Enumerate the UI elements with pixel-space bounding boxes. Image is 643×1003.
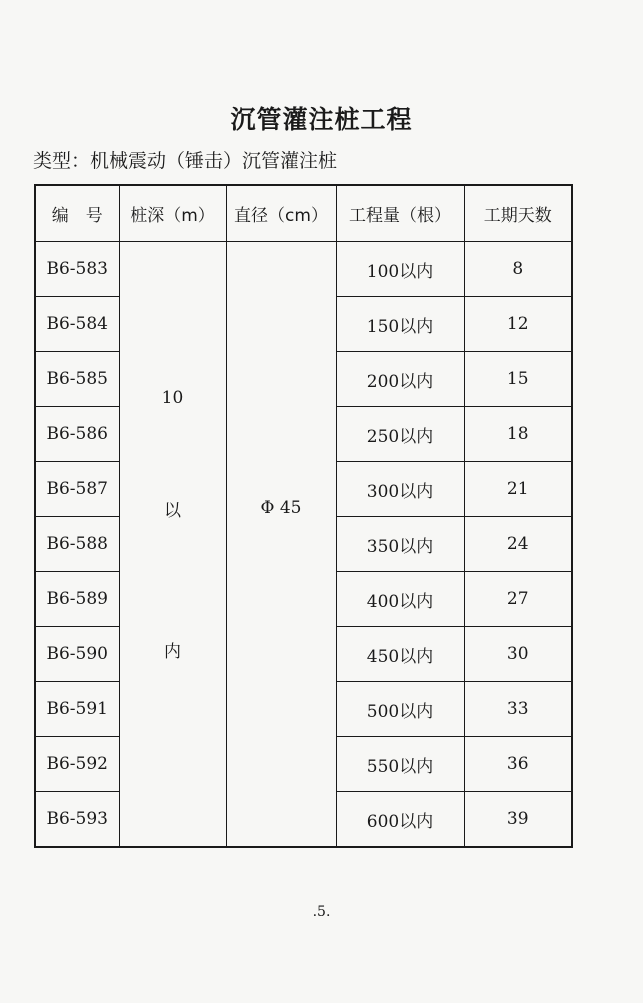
row-days: 30 xyxy=(464,627,572,682)
row-quantity: 100以内 xyxy=(336,242,464,297)
row-days: 12 xyxy=(464,297,572,352)
depth-word-2: 内 xyxy=(164,642,181,662)
row-code: B6-589 xyxy=(35,572,119,627)
row-code: B6-590 xyxy=(35,627,119,682)
type-line: 类型：机械震动（锤击）沉管灌注桩 xyxy=(33,150,338,172)
depth-value: 10 xyxy=(161,388,184,408)
row-code: B6-584 xyxy=(35,297,119,352)
row-days: 8 xyxy=(464,242,572,297)
row-quantity: 200以内 xyxy=(336,352,464,407)
table-header-row xyxy=(35,185,572,242)
header-code: 编 号 xyxy=(35,185,119,242)
quota-table xyxy=(34,184,573,848)
row-days: 21 xyxy=(464,462,572,517)
row-days: 24 xyxy=(464,517,572,572)
diameter-cell xyxy=(226,242,336,848)
row-code: B6-585 xyxy=(35,352,119,407)
diameter-value: Φ 45 xyxy=(260,498,302,518)
depth-stack xyxy=(120,242,226,662)
header-diameter: 直径（cm） xyxy=(226,185,336,242)
row-quantity: 150以内 xyxy=(336,297,464,352)
row-days: 27 xyxy=(464,572,572,627)
depth-word-1: 以 xyxy=(164,501,181,521)
row-quantity: 300以内 xyxy=(336,462,464,517)
row-code: B6-587 xyxy=(35,462,119,517)
row-days: 15 xyxy=(464,352,572,407)
row-days: 18 xyxy=(464,407,572,462)
row-quantity: 250以内 xyxy=(336,407,464,462)
row-code: B6-583 xyxy=(35,242,119,297)
row-code: B6-586 xyxy=(35,407,119,462)
page-title: 沉管灌注桩工程 xyxy=(230,105,413,134)
row-code: B6-588 xyxy=(35,517,119,572)
header-days: 工期天数 xyxy=(464,185,572,242)
table-row xyxy=(35,242,572,297)
row-quantity: 550以内 xyxy=(336,737,464,792)
depth-cell xyxy=(119,242,226,848)
row-quantity: 500以内 xyxy=(336,682,464,737)
row-quantity: 600以内 xyxy=(336,792,464,848)
row-code: B6-592 xyxy=(35,737,119,792)
header-depth: 桩深（m） xyxy=(119,185,226,242)
page-number: .5. xyxy=(312,904,331,920)
row-code: B6-593 xyxy=(35,792,119,848)
row-quantity: 400以内 xyxy=(336,572,464,627)
row-days: 39 xyxy=(464,792,572,848)
row-days: 36 xyxy=(464,737,572,792)
row-code: B6-591 xyxy=(35,682,119,737)
row-days: 33 xyxy=(464,682,572,737)
row-quantity: 350以内 xyxy=(336,517,464,572)
header-quantity: 工程量（根） xyxy=(336,185,464,242)
row-quantity: 450以内 xyxy=(336,627,464,682)
